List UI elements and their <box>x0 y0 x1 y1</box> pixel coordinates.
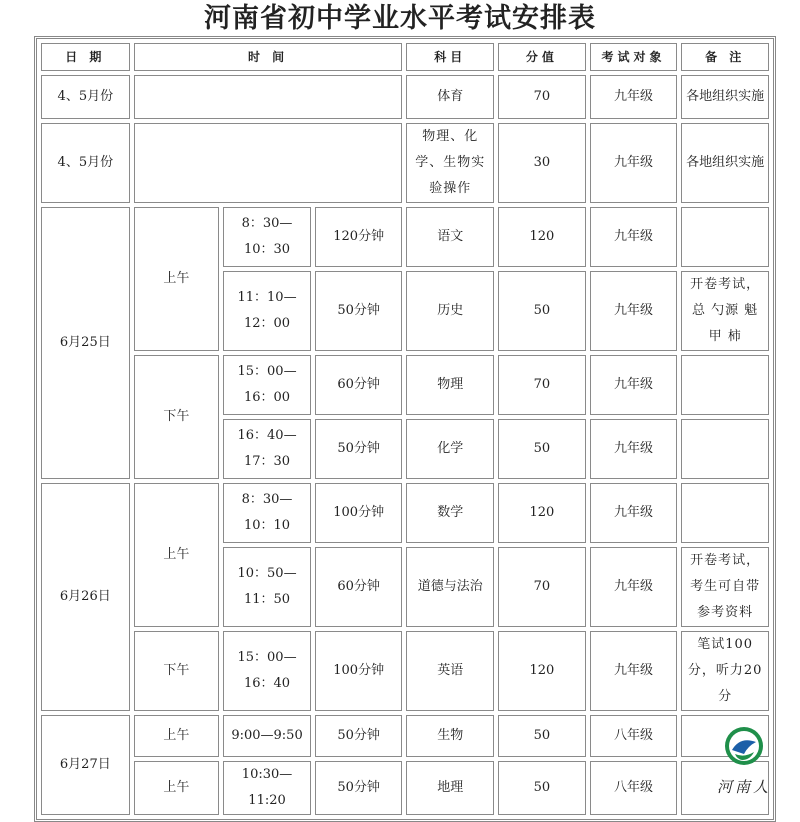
time-cell-empty <box>134 75 403 119</box>
header-date: 日 期 <box>41 43 130 71</box>
period-cell: 下午 <box>134 631 220 711</box>
target-cell: 九年级 <box>590 631 678 711</box>
table-row <box>41 483 769 543</box>
time-cell: 15：00—16：00 <box>223 355 311 415</box>
note-cell: 各地组织实施 <box>681 123 769 203</box>
period-cell: 上午 <box>134 483 220 627</box>
duration-cell: 60分钟 <box>315 355 403 415</box>
target-cell: 九年级 <box>590 123 678 203</box>
target-cell: 九年级 <box>590 207 678 267</box>
subject-cell: 物理 <box>406 355 494 415</box>
time-cell: 11：10—12：00 <box>223 271 311 351</box>
subject-cell: 化学 <box>406 419 494 479</box>
target-cell: 八年级 <box>590 761 678 815</box>
score-cell: 120 <box>498 631 586 711</box>
score-cell: 70 <box>498 75 586 119</box>
score-cell: 50 <box>498 761 586 815</box>
date-cell: 6月27日 <box>41 715 130 815</box>
duration-cell: 120分钟 <box>315 207 403 267</box>
header-row <box>41 43 769 71</box>
note-cell <box>681 483 769 543</box>
watermark <box>706 724 782 802</box>
table-row <box>41 75 769 119</box>
time-cell: 8：30—10：30 <box>223 207 311 267</box>
period-cell: 上午 <box>134 715 220 757</box>
subject-cell: 生物 <box>406 715 494 757</box>
duration-cell: 50分钟 <box>315 715 403 757</box>
score-cell: 70 <box>498 547 586 627</box>
exam-schedule-table <box>34 36 776 822</box>
time-cell: 15：00—16：40 <box>223 631 311 711</box>
period-cell: 下午 <box>134 355 220 479</box>
subject-cell: 语文 <box>406 207 494 267</box>
score-cell: 30 <box>498 123 586 203</box>
date-cell: 4、5月份 <box>41 75 130 119</box>
score-cell: 120 <box>498 483 586 543</box>
score-cell: 50 <box>498 419 586 479</box>
time-cell: 10：50—11：50 <box>223 547 311 627</box>
duration-cell: 100分钟 <box>315 631 403 711</box>
target-cell: 九年级 <box>590 271 678 351</box>
subject-cell: 体育 <box>406 75 494 119</box>
subject-cell: 数学 <box>406 483 494 543</box>
note-cell <box>681 207 769 267</box>
duration-cell: 50分钟 <box>315 761 403 815</box>
subject-cell: 地理 <box>406 761 494 815</box>
score-cell: 50 <box>498 271 586 351</box>
subject-cell: 道德与法治 <box>406 547 494 627</box>
duration-cell: 50分钟 <box>315 419 403 479</box>
henan-logo-icon <box>706 724 782 778</box>
time-cell: 16：40—17：30 <box>223 419 311 479</box>
date-cell: 4、5月份 <box>41 123 130 203</box>
table-row <box>41 207 769 267</box>
header-time: 时 间 <box>134 43 403 71</box>
target-cell: 九年级 <box>590 75 678 119</box>
header-target: 考试对象 <box>590 43 678 71</box>
target-cell: 九年级 <box>590 355 678 415</box>
date-cell: 6月26日 <box>41 483 130 711</box>
duration-cell: 50分钟 <box>315 271 403 351</box>
note-cell: 开卷考试，考生可自带参考资料 <box>681 547 769 627</box>
period-cell: 上午 <box>134 207 220 351</box>
date-cell: 6月25日 <box>41 207 130 479</box>
target-cell: 九年级 <box>590 419 678 479</box>
header-note: 备 注 <box>681 43 769 71</box>
watermark-text: 河南人 <box>716 778 771 796</box>
score-cell: 120 <box>498 207 586 267</box>
note-cell <box>681 355 769 415</box>
table-row <box>41 761 769 815</box>
table-row <box>41 123 769 203</box>
period-cell: 上午 <box>134 761 220 815</box>
time-cell: 10:30—11:20 <box>223 761 311 815</box>
subject-cell: 英语 <box>406 631 494 711</box>
note-cell: 开卷考试，总 勺源 魁甲 柿 <box>681 271 769 351</box>
time-cell: 8：30—10：10 <box>223 483 311 543</box>
note-cell <box>681 419 769 479</box>
table-row <box>41 355 769 415</box>
target-cell: 九年级 <box>590 547 678 627</box>
page-title: 河南省初中学业水平考试安排表 <box>204 3 596 34</box>
subject-cell: 历史 <box>406 271 494 351</box>
target-cell: 九年级 <box>590 483 678 543</box>
header-score: 分值 <box>498 43 586 71</box>
subject-cell: 物理、化学、生物实验操作 <box>406 123 494 203</box>
note-cell: 笔试100分，听力20分 <box>681 631 769 711</box>
duration-cell: 100分钟 <box>315 483 403 543</box>
time-cell-empty <box>134 123 403 203</box>
score-cell: 50 <box>498 715 586 757</box>
table-row <box>41 631 769 711</box>
note-cell: 各地组织实施 <box>681 75 769 119</box>
header-subject: 科目 <box>406 43 494 71</box>
duration-cell: 60分钟 <box>315 547 403 627</box>
time-cell: 9:00—9:50 <box>223 715 311 757</box>
score-cell: 70 <box>498 355 586 415</box>
target-cell: 八年级 <box>590 715 678 757</box>
table-row <box>41 715 769 757</box>
